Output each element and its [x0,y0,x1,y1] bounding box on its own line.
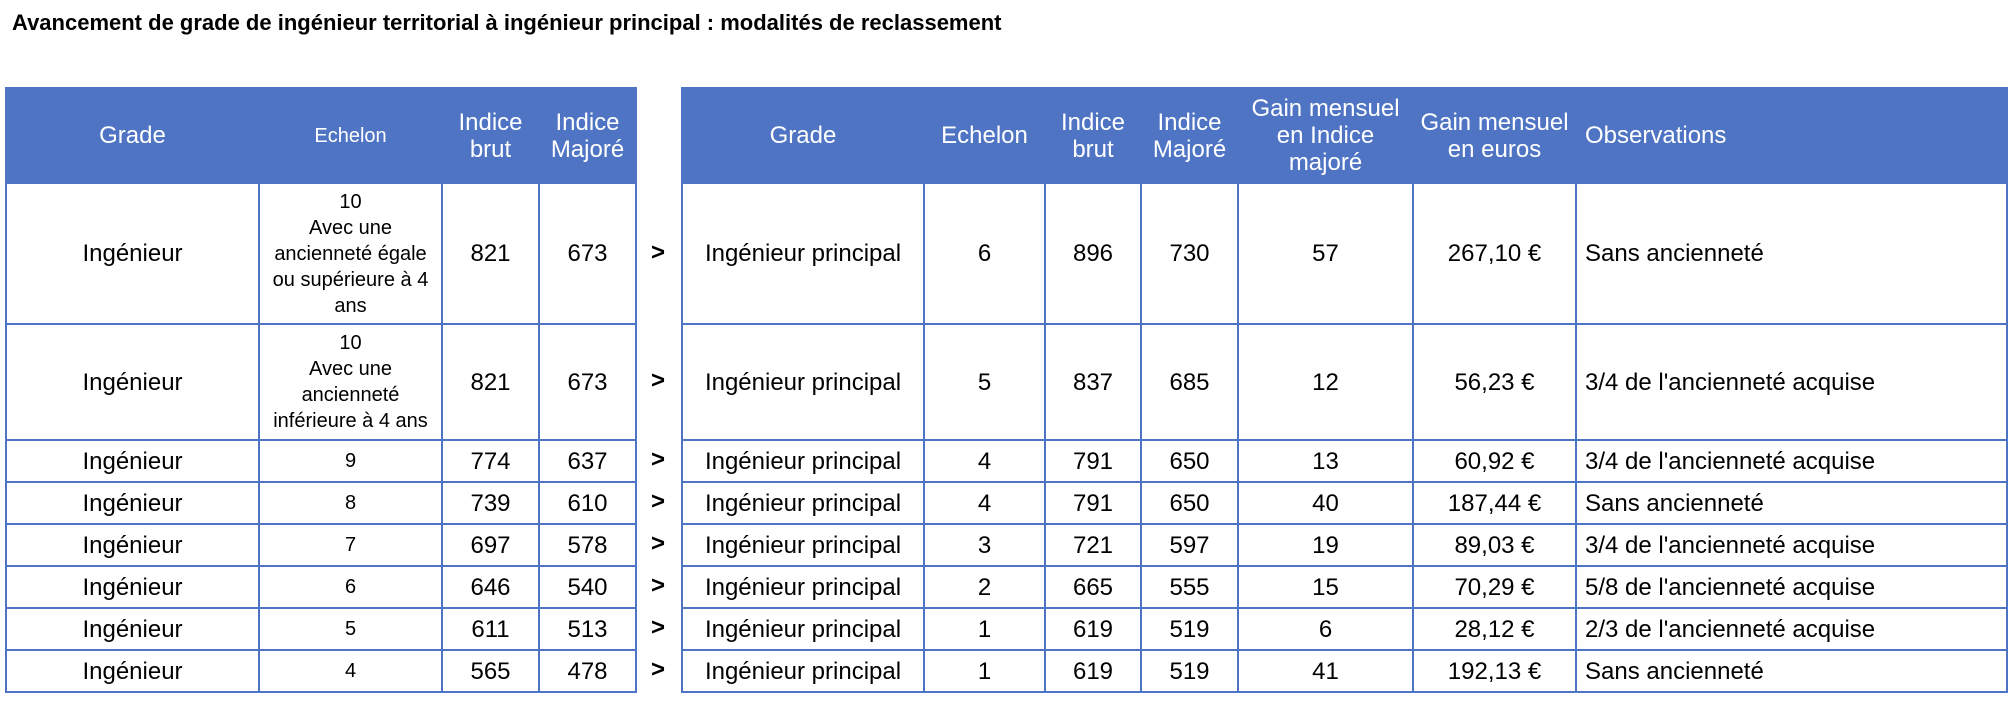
arrow-icon: > [650,530,665,557]
observations-cell: Sans ancienneté [1576,482,2007,524]
observations-cell: Sans ancienneté [1576,650,2007,692]
echelon-cell [259,440,442,482]
gain-indice-cell: 19 [1238,524,1413,566]
echelon-number: 6 [344,576,357,598]
header-new-indice-brut: Indice brut [1045,88,1141,183]
grade-cell: Ingénieur [6,324,259,440]
grade-cell: Ingénieur [6,482,259,524]
table-row [682,183,2007,324]
header-gain-indice: Gain mensuel en Indice majoré [1238,88,1413,183]
new-indice-brut-cell: 665 [1045,566,1141,608]
indice-brut-cell: 739 [442,482,539,524]
arrow-icon: > [650,614,665,641]
header-new-indice-majore: Indice Majoré [1141,88,1238,183]
arrow-icon: > [650,446,665,473]
new-echelon-cell: 4 [924,482,1045,524]
header-new-echelon: Echelon [924,88,1045,183]
gain-euros-cell: 89,03 € [1413,524,1576,566]
new-grade-cell: Ingénieur principal [682,566,924,608]
indice-majore-cell: 673 [539,183,636,324]
new-echelon-cell: 3 [924,524,1045,566]
new-indice-majore-cell: 685 [1141,324,1238,440]
table-row [6,650,636,692]
gain-euros-cell: 56,23 € [1413,324,1576,440]
new-grade-cell: Ingénieur principal [682,482,924,524]
indice-majore-cell: 637 [539,440,636,482]
table-row [6,183,636,324]
indice-brut-cell: 646 [442,566,539,608]
gain-indice-cell: 12 [1238,324,1413,440]
grade-cell: Ingénieur [6,440,259,482]
gain-indice-cell: 13 [1238,440,1413,482]
gain-euros-cell: 187,44 € [1413,482,1576,524]
header-observations: Observations [1576,88,2007,183]
new-indice-brut-cell: 896 [1045,183,1141,324]
indice-brut-cell: 821 [442,324,539,440]
new-grade-cell: Ingénieur principal [682,650,924,692]
left-header-row [6,88,636,183]
indice-majore-cell: 673 [539,324,636,440]
gain-indice-cell: 57 [1238,183,1413,324]
table-row [6,524,636,566]
echelon-number: 5 [344,618,357,640]
table-row [682,650,2007,692]
indice-brut-cell: 611 [442,608,539,650]
echelon-cell [259,183,442,324]
indice-majore-cell: 513 [539,608,636,650]
echelon-number: 8 [344,492,357,514]
gain-euros-cell: 267,10 € [1413,183,1576,324]
observations-cell: 2/3 de l'ancienneté acquise [1576,608,2007,650]
arrow-icon: > [650,572,665,599]
indice-majore-cell: 610 [539,482,636,524]
echelon-number: 7 [344,534,357,556]
arrow-icon: > [650,488,665,515]
new-indice-majore-cell: 519 [1141,608,1238,650]
echelon-number: 10 [339,190,362,213]
echelon-cell [259,608,442,650]
table-row [6,482,636,524]
new-indice-brut-cell: 837 [1045,324,1141,440]
grade-cell: Ingénieur [6,566,259,608]
gain-indice-cell: 41 [1238,650,1413,692]
table-row [682,566,2007,608]
echelon-cell [259,524,442,566]
new-echelon-cell: 6 [924,183,1045,324]
arrow-icon: > [650,656,665,683]
header-grade: Grade [6,88,259,183]
observations-cell: 5/8 de l'ancienneté acquise [1576,566,2007,608]
right-header-row [682,88,2007,183]
echelon-number: 9 [344,450,357,472]
new-indice-brut-cell: 721 [1045,524,1141,566]
table-row [6,608,636,650]
gain-indice-cell: 6 [1238,608,1413,650]
echelon-cell [259,650,442,692]
grade-cell: Ingénieur [6,608,259,650]
arrow-icon: > [650,238,665,266]
header-indice-majore: Indice Majoré [539,88,636,183]
new-indice-majore-cell: 519 [1141,650,1238,692]
new-grade-cell: Ingénieur principal [682,524,924,566]
new-grade-cell: Ingénieur principal [682,440,924,482]
indice-majore-cell: 540 [539,566,636,608]
page-title: Avancement de grade de ingénieur territorial à ingénieur principal : modalités de reclassement [12,10,1002,35]
echelon-note: Avec une ancienneté inférieure à 4 ans [273,358,428,432]
gain-indice-cell: 40 [1238,482,1413,524]
new-echelon-cell: 1 [924,650,1045,692]
observations-cell: 3/4 de l'ancienneté acquise [1576,324,2007,440]
new-echelon-cell: 5 [924,324,1045,440]
indice-brut-cell: 821 [442,183,539,324]
echelon-number: 10 [339,332,362,354]
new-grade-cell: Ingénieur principal [682,324,924,440]
table-row [682,524,2007,566]
indice-brut-cell: 697 [442,524,539,566]
echelon-cell [259,566,442,608]
table-row [6,566,636,608]
observations-cell: 3/4 de l'ancienneté acquise [1576,524,2007,566]
table-row [6,324,636,440]
echelon-cell [259,324,442,440]
current-grade-table [5,87,637,693]
table-row [682,324,2007,440]
header-new-grade: Grade [682,88,924,183]
new-indice-brut-cell: 791 [1045,440,1141,482]
new-indice-majore-cell: 597 [1141,524,1238,566]
grade-cell: Ingénieur [6,183,259,324]
table-row [6,440,636,482]
header-gain-euros: Gain mensuel en euros [1413,88,1576,183]
new-indice-brut-cell: 619 [1045,650,1141,692]
gain-euros-cell: 28,12 € [1413,608,1576,650]
table-row [682,608,2007,650]
grade-cell: Ingénieur [6,650,259,692]
indice-brut-cell: 774 [442,440,539,482]
new-indice-majore-cell: 650 [1141,482,1238,524]
observations-cell: 3/4 de l'ancienneté acquise [1576,440,2007,482]
gain-euros-cell: 70,29 € [1413,566,1576,608]
echelon-number: 4 [344,660,357,682]
echelon-note: Avec une ancienneté égale ou supérieure à 4 ans [272,216,429,317]
new-indice-brut-cell: 791 [1045,482,1141,524]
gain-euros-cell: 60,92 € [1413,440,1576,482]
gain-indice-cell: 15 [1238,566,1413,608]
new-indice-majore-cell: 730 [1141,183,1238,324]
new-echelon-cell: 1 [924,608,1045,650]
new-indice-majore-cell: 555 [1141,566,1238,608]
new-grade-cell: Ingénieur principal [682,183,924,324]
new-grade-cell: Ingénieur principal [682,608,924,650]
new-echelon-cell: 4 [924,440,1045,482]
new-echelon-cell: 2 [924,566,1045,608]
table-row [682,482,2007,524]
header-echelon: Echelon [259,88,442,183]
echelon-cell [259,482,442,524]
indice-brut-cell: 565 [442,650,539,692]
new-indice-brut-cell: 619 [1045,608,1141,650]
new-indice-majore-cell: 650 [1141,440,1238,482]
arrow-icon: > [650,367,665,394]
indice-majore-cell: 478 [539,650,636,692]
grade-cell: Ingénieur [6,524,259,566]
header-indice-brut: Indice brut [442,88,539,183]
observations-cell: Sans ancienneté [1576,183,2007,324]
indice-majore-cell: 578 [539,524,636,566]
new-grade-table [681,87,2008,693]
gain-euros-cell: 192,13 € [1413,650,1576,692]
table-row [682,440,2007,482]
